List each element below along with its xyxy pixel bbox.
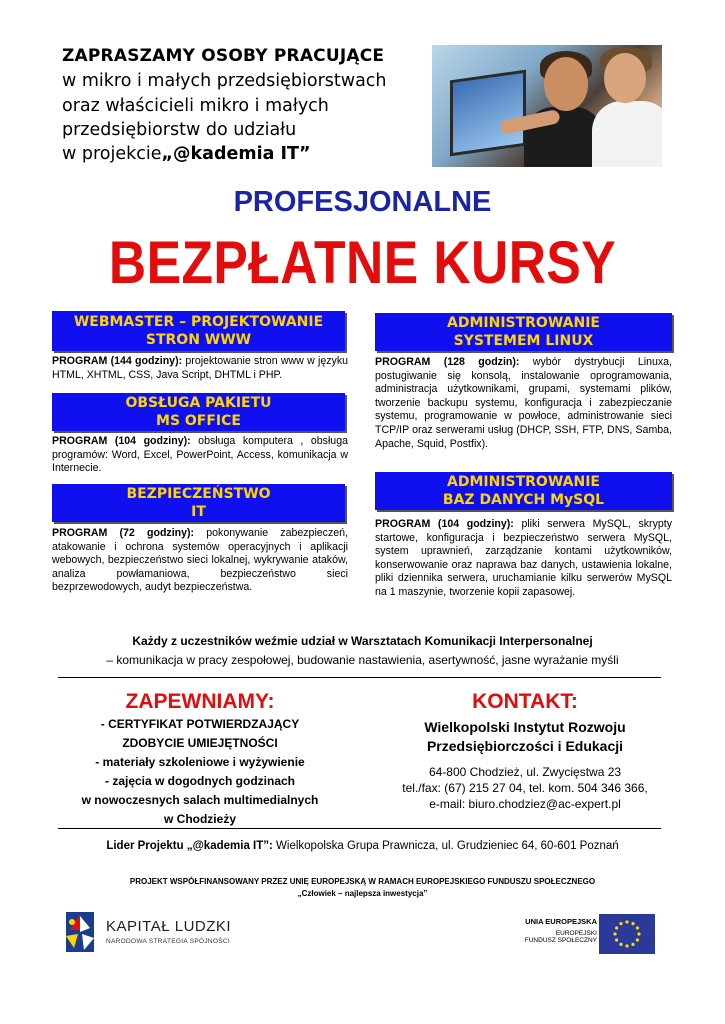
- organization-name-line-1: Wielkopolski Instytut Rozwoju: [424, 719, 626, 735]
- header-title: ZAPRASZAMY OSOBY PRACUJĄCE: [62, 46, 385, 66]
- program-label: PROGRAM (128 godzin):: [375, 356, 520, 368]
- course-title-security: [52, 484, 345, 522]
- zapewniamy-item: - CERTYFIKAT POTWIERDZAJĄCY: [100, 717, 300, 731]
- people-at-computer-photo: [432, 45, 662, 167]
- kontakt-block: [360, 718, 690, 812]
- program-text: obsługa komputera , obsługa programów: Word, Excel, PowerPoint, Access, komunikacja w Internecie.: [52, 435, 348, 475]
- course-title-webmaster: [52, 311, 345, 351]
- zapewniamy-item: w Chodzieży: [163, 812, 236, 826]
- course-title-mysql: [375, 472, 672, 510]
- organization-name-line-2: Przedsiębiorczości i Edukacji: [426, 738, 624, 754]
- headline-free-courses: BEZPŁATNE KURSY: [108, 229, 617, 296]
- zapewniamy-heading: ZAPEWNIAMY:: [125, 690, 275, 713]
- eu-line-2: EUROPEJSKI: [555, 930, 597, 937]
- course-title-ms-office: [52, 393, 345, 431]
- course-title-line: ADMINISTROWANIE: [447, 474, 600, 490]
- eu-logo: [505, 912, 655, 954]
- header-line-4-prefix: w projekcie: [62, 144, 162, 164]
- cofinance-line-2: „Człowiek – najlepsza inwestycja”: [297, 889, 428, 898]
- eu-line-3: FUNDUSZ SPOŁECZNY: [524, 937, 597, 944]
- zapewniamy-item: w nowoczesnych salach multimedialnych: [81, 793, 319, 807]
- course-title-line: WEBMASTER – PROJEKTOWANIE: [73, 314, 324, 330]
- workshop-line-2: – komunikacja w pracy zespołowej, budowanie nastawienia, asertywność, jasne wyrażanie myśli: [106, 653, 619, 667]
- kapital-ludzki-logo: [60, 908, 260, 958]
- course-title-linux: [375, 313, 672, 351]
- address: 64-800 Chodzież, ul. Zwycięstwa 23: [428, 765, 622, 779]
- course-title-line: SYSTEMEM LINUX: [453, 333, 594, 349]
- phone: tel./fax: (67) 215 27 04, tel. kom. 504 346 366,: [402, 781, 648, 795]
- program-label: PROGRAM (104 godziny):: [375, 518, 514, 530]
- course-title-line: STRON WWW: [145, 332, 252, 348]
- course-program-security: [52, 527, 348, 595]
- zapewniamy-item: - materiały szkoleniowe i wyżywienie: [95, 755, 305, 769]
- kapital-ludzki-subtitle: NARODOWA STRATEGIA SPÓJNOŚCI: [106, 938, 230, 945]
- project-leader-label: Lider Projektu „@kademia IT”:: [106, 840, 273, 852]
- course-title-line: BEZPIECZEŃSTWO: [126, 486, 271, 502]
- course-program-mysql: [375, 518, 672, 600]
- course-title-line: OBSŁUGA PAKIETU: [125, 395, 272, 411]
- divider-top: [58, 677, 661, 678]
- email: e-mail: biuro.chodziez@ac-expert.pl: [429, 797, 621, 811]
- eu-line-1: UNIA EUROPEJSKA: [525, 917, 597, 926]
- header-line-3: przedsiębiorstw do udziału: [62, 120, 297, 140]
- eu-text: [525, 917, 597, 944]
- program-label: PROGRAM (104 godziny):: [52, 435, 191, 447]
- project-name: „@kademia IT”: [161, 144, 311, 164]
- program-label: PROGRAM (144 godziny):: [52, 355, 183, 367]
- course-title-line: ADMINISTROWANIE: [447, 315, 600, 331]
- program-text: pokonywanie zabezpieczeń, atakowanie i ochrona systemów operacyjnych i aplikacji webowych, bezpieczeństwo sieci lokalnej, wykrywanie ataków, analiza powłamaniowa, bezpieczeństwo sieci bezprzewodowych, audyt bezpieczeństwa.: [52, 527, 349, 594]
- program-text: wybór dystrybucji Linuxa, postugiwanie się konsolą, instalowanie oprogramowania, administracja użytkownikami, grupami, systemami plików, tworzenie backupu systemu, konfiguracja i zabezpieczanie systemu, programowanie w powłoce, administrowanie sieci TCP/IP oraz serwerami usług (DHCP, SSH, FTP, DNS, Samba, Apache, Squid, Postfix).: [375, 356, 672, 450]
- header-line-1: w mikro i małych przedsiębiorstwach: [62, 71, 387, 91]
- kontakt-heading: KONTAKT:: [472, 690, 578, 713]
- zapewniamy-item: - zajęcia w dogodnych godzinach: [104, 774, 296, 788]
- kapital-ludzki-title: KAPITAŁ LUDZKI: [106, 918, 232, 935]
- program-label: PROGRAM (72 godziny):: [52, 527, 195, 539]
- zapewniamy-list: [40, 715, 360, 829]
- project-leader-text: Wielkopolska Grupa Prawnicza, ul. Grudzieniec 64, 60-601 Poznań: [272, 840, 619, 852]
- kapital-ludzki-logo-icon: [60, 908, 100, 954]
- course-title-line: BAZ DANYCH MySQL: [442, 492, 605, 508]
- project-leader: [30, 840, 695, 852]
- header-line-4: [62, 144, 310, 164]
- workshop-line-1: Każdy z uczestników weźmie udział w Warsztatach Komunikacji Interpersonalnej: [132, 634, 593, 648]
- course-title-line: MS OFFICE: [156, 413, 241, 429]
- course-program-ms-office: [52, 435, 348, 476]
- eu-flag-icon: [599, 914, 655, 954]
- course-title-line: IT: [191, 504, 206, 520]
- headline-professional: PROFESJONALNE: [233, 186, 492, 218]
- cofinance-line-1: PROJEKT WSPÓŁFINANSOWANY PRZEZ UNIĘ EUROPEJSKĄ W RAMACH EUROPEJSKIEGO FUNDUSZU SPOŁECZNEGO: [129, 877, 596, 886]
- divider-bottom: [58, 828, 661, 829]
- zapewniamy-item: ZDOBYCIE UMIEJĘTNOŚCI: [122, 736, 278, 750]
- program-text: projektowanie stron www w języku HTML, XHTML, CSS, Java Script, DHTML i PHP.: [52, 355, 349, 381]
- header-line-2: oraz właścicieli mikro i małych: [62, 96, 329, 116]
- course-program-linux: [375, 356, 672, 451]
- program-text: pliki serwera MySQL, skrypty startowe, konfiguracja i bezpieczeństwo serwera MySQL, system uprawnień, zarządzanie kontami użytkowników, konserwowanie oraz naprawa baz danych, ustawienia lokalne, pliki dziennika serwera, uruchamianie kilku serwerów MySQL na 1 maszynie, tworzenie kopii zapasowej.: [375, 518, 673, 598]
- course-program-webmaster: [52, 355, 348, 382]
